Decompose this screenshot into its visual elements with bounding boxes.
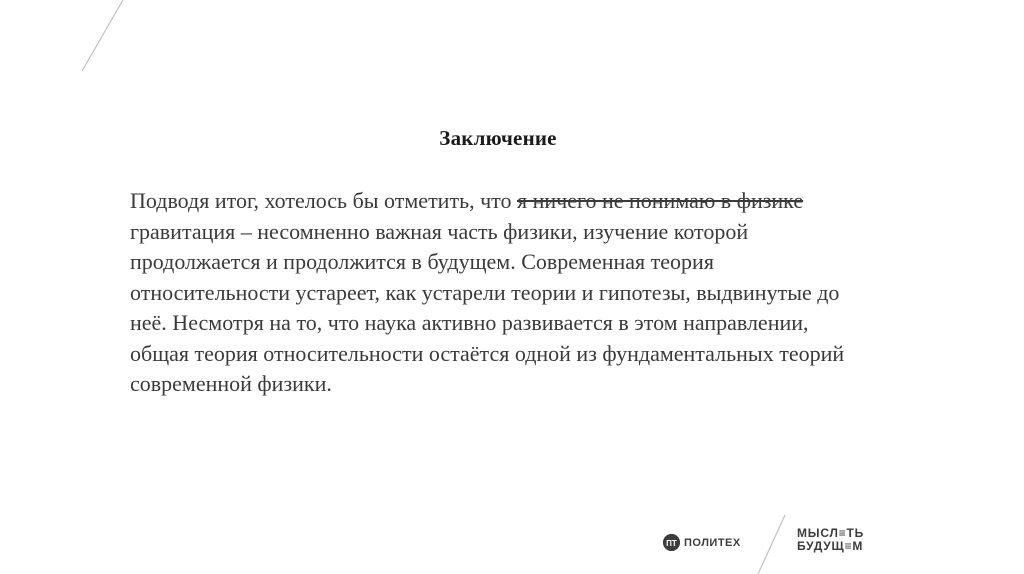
paragraph-struck-text: я ничего не понимаю в физике	[517, 188, 804, 213]
paragraph-rest: гравитация – несомненно важная часть физики, изучение которой продолжается и продолжится в будущем. Современная теория относительности устареет, как устарели теории и гипотезы, выдвинутые до неё. Несмотря на то, что наука активно развивается в этом направлении, общая теория относительности остаётся одной из фундаментальных теорий современной физики.	[130, 218, 845, 396]
politeh-logo	[663, 534, 741, 551]
decor-line-top-left	[82, 0, 123, 71]
paragraph-intro: Подводя итог, хотелось бы отметить, что	[130, 188, 517, 213]
conclusion-paragraph	[130, 186, 860, 400]
politeh-mark-text: ПТ	[666, 539, 677, 548]
think-future-logo	[797, 527, 864, 553]
politeh-logo-text: ПОЛИТЕХ	[684, 536, 741, 549]
politeh-logo-icon	[663, 534, 680, 551]
think-future-logo-line1: МЫСЛ≡ТЬ	[797, 526, 865, 540]
politeh-mark-glyph	[663, 534, 680, 551]
decor-line-bottom-middle	[758, 515, 785, 574]
think-future-logo-line2: БУДУЩ≡М	[797, 539, 864, 553]
slide-title: Заключение	[439, 126, 557, 150]
